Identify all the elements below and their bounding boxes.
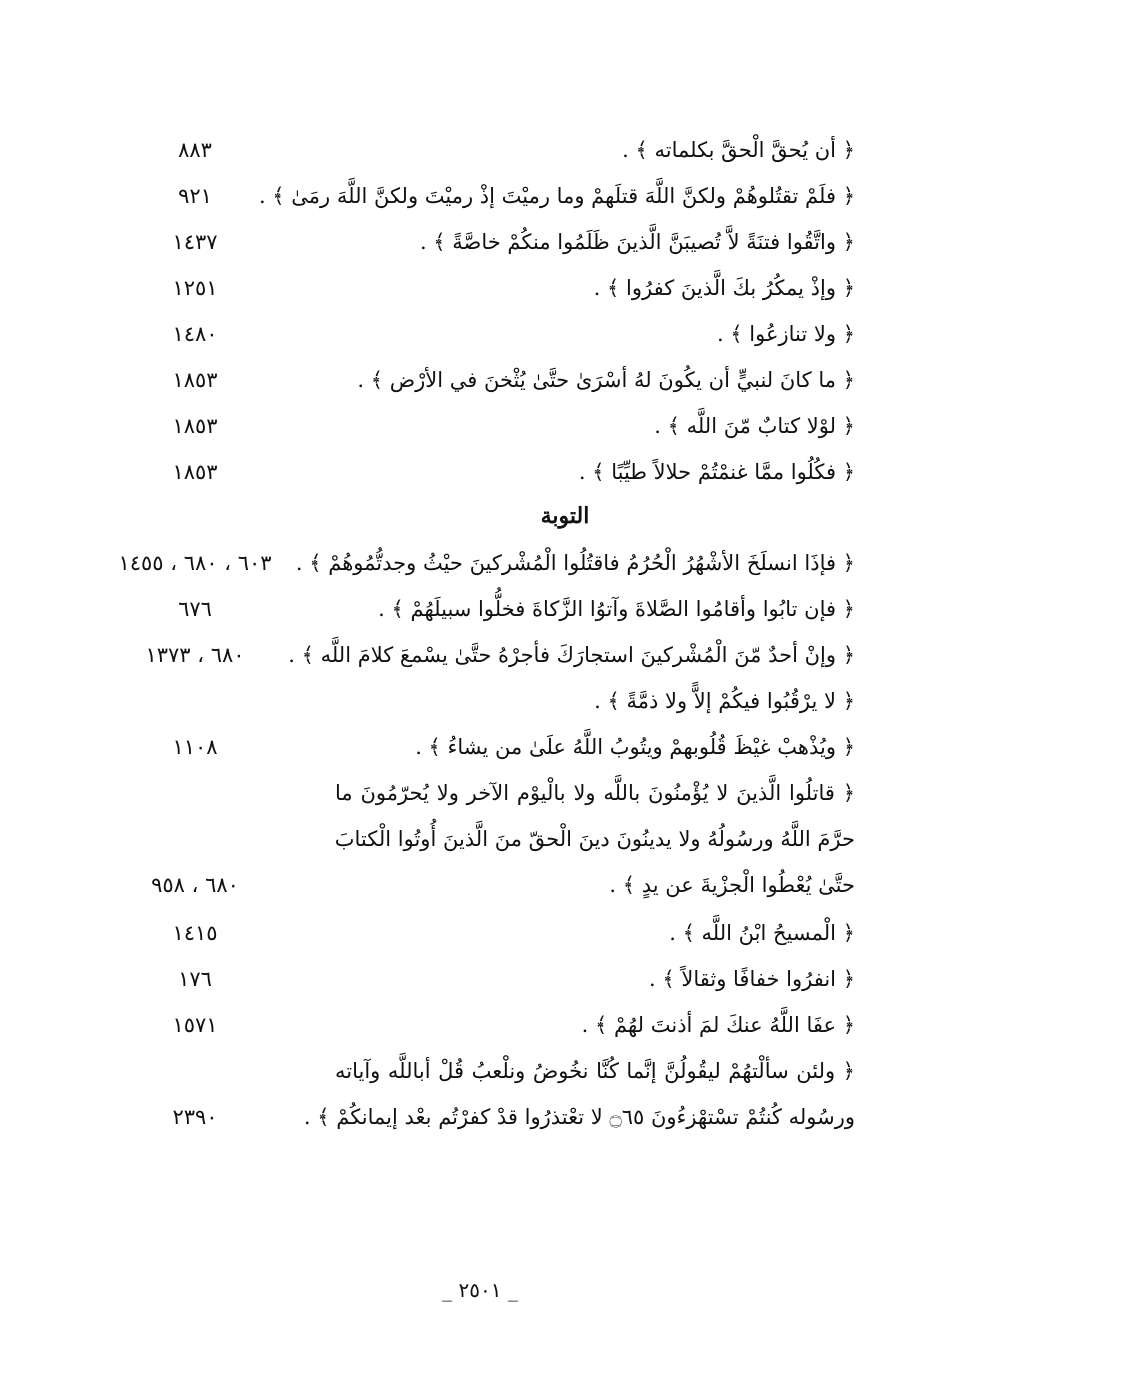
hadith-reference: ١٨٥٣ — [172, 414, 218, 438]
hadith-reference: ١٤١٥ — [172, 921, 218, 945]
verse-text: ﴿ أن يُحقَّ الْحقَّ بكلماته ﴾ . — [622, 138, 855, 162]
verse-line: حرَّمَ اللَّهُ ورسُولُهُ ولا يدينُونَ دينَ الْحقّ منَ الَّذينَ أُوتُوا الْكتابَ — [334, 827, 855, 851]
hadith-reference: ٨٨٣ — [178, 138, 212, 162]
hadith-reference: ٦٠٣ ، ٦٨٠ ، ١٤٥٥ — [118, 551, 272, 575]
verse-entry — [110, 724, 855, 770]
verse-line: ﴿ ولئن سألْتهُمْ ليقُولُنَّ إنَّما كُنَّا نخُوضُ ونلْعبُ قُلْ أباللَّه وآياته — [335, 1059, 855, 1083]
verse-entry — [110, 956, 855, 1002]
verse-text: ﴿ فكُلُوا ممَّا غنمْتُمْ حلالاً طيِّبًا ﴾ . — [578, 460, 855, 484]
verse-text: ﴿ انفرُوا خفافًا وثقالاً ﴾ . — [649, 967, 855, 991]
hadith-reference: ١٤٨٠ — [172, 322, 218, 346]
hadith-reference: ٦٨٠ ، ٩٥٨ — [151, 873, 239, 897]
hadith-reference: ١٨٥٣ — [172, 460, 218, 484]
verse-text: ﴿ واتَّقُوا فتنَةً لاَّ تُصيبَنَّ الَّذينَ ظَلَمُوا منكُمْ خاصَّةً ﴾ . — [419, 230, 855, 254]
verse-text: ﴿ وإنْ أحدٌ مّنَ الْمُشْركينَ استجارَكَ فأجرْهُ حتَّىٰ يسْمعَ كلامَ اللَّه ﴾ . — [288, 643, 855, 667]
verse-text: ﴿ ولا تنازعُوا ﴾ . — [716, 322, 855, 346]
hadith-reference: ١٧٦ — [178, 967, 212, 991]
verse-entry — [110, 173, 855, 219]
verse-entry — [110, 678, 855, 724]
verse-entry — [110, 910, 855, 956]
verse-entry — [110, 311, 855, 357]
verse-entry — [110, 357, 855, 403]
verse-entry-multiline — [110, 1048, 855, 1140]
hadith-reference: ١٥٧١ — [172, 1013, 218, 1037]
hadith-reference: ١٢٥١ — [172, 276, 218, 300]
verse-entry — [110, 1002, 855, 1048]
verse-entry — [110, 586, 855, 632]
verse-text: ﴿ فإذَا انسلَخَ الأشْهُرُ الْحُرُمُ فاقتُلُوا الْمُشْركينَ حيْثُ وجدتُّمُوهُمْ ﴾ . — [295, 551, 855, 575]
verse-text: ﴿ فإن تابُوا وأقامُوا الصَّلاةَ وآتوُا الزَّكاةَ فخلُّوا سبيلَهُمْ ﴾ . — [378, 597, 855, 621]
section-title: التوبة — [540, 503, 590, 529]
verse-line: ورسُوله كُنتُمْ تسْتهْزءُونَ ۝٦٥ لا تعْتذرُوا قدْ كفرْتُم بعْد إيمانكُمْ ﴾ . — [303, 1105, 855, 1129]
verse-line: ﴿ قاتلُوا الَّذينَ لا يُؤْمنُونَ باللَّه ولا بالْيوْم الآخر ولا يُحرّمُونَ ما — [335, 781, 855, 805]
hadith-reference: ٦٧٦ — [178, 597, 212, 621]
hadith-reference: ١٤٣٧ — [172, 230, 218, 254]
verse-entry — [110, 265, 855, 311]
verse-entry — [110, 540, 855, 586]
verse-text: ﴿ لوْلا كتابٌ مّنَ اللَّه ﴾ . — [654, 414, 855, 438]
verse-text: ﴿ الْمسيحُ ابْنُ اللَّه ﴾ . — [669, 921, 855, 945]
verse-entry — [110, 219, 855, 265]
verse-entry — [110, 449, 855, 495]
verse-text: ﴿ ويُذْهبْ غيْظَ قُلُوبهمْ ويتُوبُ اللَّهُ علَىٰ من يشاءُ ﴾ . — [415, 735, 855, 759]
verse-text: ﴿ ما كانَ لنبيٍّ أن يكُونَ لهُ أسْرَىٰ حتَّىٰ يُثْخنَ في الأرْض ﴾ . — [357, 368, 855, 392]
verse-entry-multiline — [110, 770, 855, 908]
verse-line: حتَّىٰ يُعْطُوا الْجزْيةَ عن يدٍ ﴾ . — [609, 873, 855, 897]
hadith-reference: ٢٣٩٠ — [172, 1105, 218, 1129]
hadith-reference: ١١٠٨ — [172, 735, 218, 759]
verse-entry — [110, 127, 855, 173]
verse-entry — [110, 403, 855, 449]
verse-text: ﴿ فلَمْ تقتُلوهُمْ ولكنَّ اللَّهَ قتلَهمْ وما رميْتَ إذْ رميْتَ ولكنَّ اللَّهَ رمَىٰ ﴾ . — [258, 184, 855, 208]
verse-text: ﴿ لا يرْقُبُوا فيكُمْ إلاًّ ولا ذمَّةً ﴾ . — [594, 689, 855, 713]
hadith-reference: ٩٢١ — [178, 184, 212, 208]
verse-entry — [110, 632, 855, 678]
page-number: _ ٢٥٠١ _ — [442, 1278, 518, 1302]
hadith-reference: ٦٨٠ ، ١٣٧٣ — [145, 643, 245, 667]
verse-text: ﴿ وإذْ يمكُرُ بكَ الَّذينَ كفرُوا ﴾ . — [593, 276, 855, 300]
verse-text: ﴿ عفَا اللَّهُ عنكَ لمَ أذنتَ لهُمْ ﴾ . — [581, 1013, 855, 1037]
hadith-reference: ١٨٥٣ — [172, 368, 218, 392]
